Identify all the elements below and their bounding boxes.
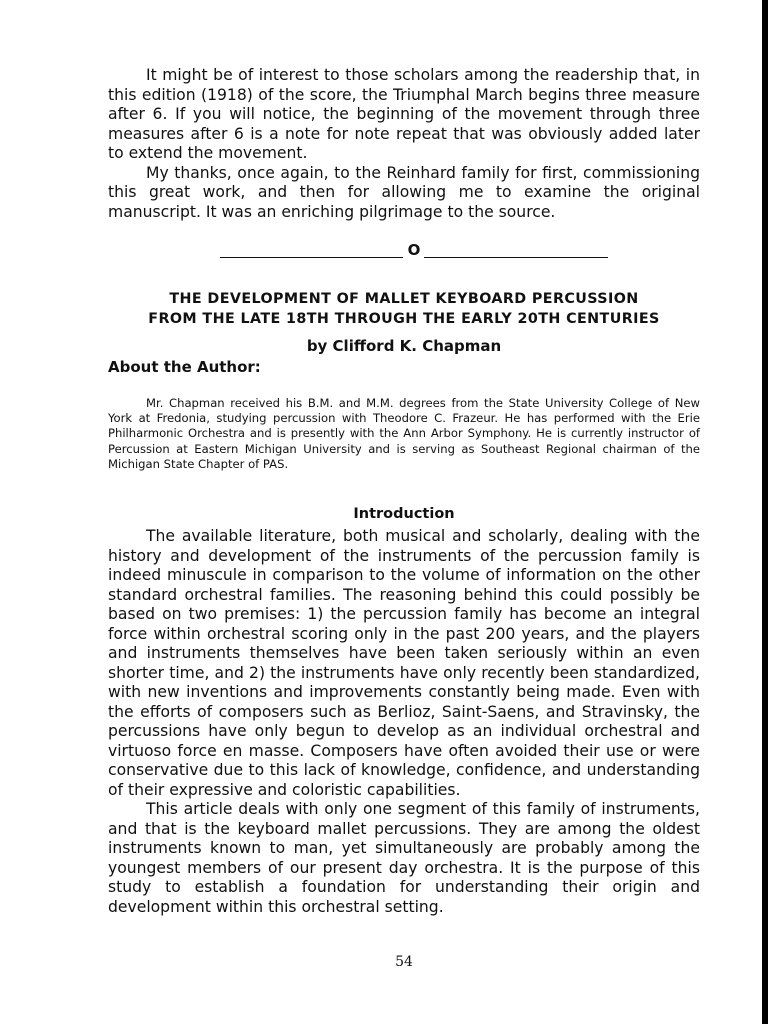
body-paragraph: The available literature, both musical and scholarly, dealing with the history and development of the instruments of the percussion family is indeed minuscule in comparison to the volume of information on the other standard orchestral families. The reasoning behind this could possibly be based on two premises: 1) the percussion family has become an integral force within orchestral scoring only in the past 200 years, and the players and instruments themselves have been taken seriously within an even shorter time, and 2) the instruments have only recently been standardized, with new inventions and improvements constantly being made. Even with the efforts of composers such as Berlioz, Saint-Saens, and Stravinsky, the percussions have only begun to develop as an individual orchestral and virtuoso force en masse. Composers have often avoided their use or were conservative due to this lack of knowledge, confidence, and understanding of their expressive and coloristic capabilities. xyxy=(108,527,700,799)
intro-section xyxy=(108,66,700,222)
divider-rule-right xyxy=(424,257,608,258)
about-author-heading: About the Author: xyxy=(108,358,261,376)
article-title-line-1: THE DEVELOPMENT OF MALLET KEYBOARD PERCUSSION xyxy=(169,291,639,307)
intro-paragraph: My thanks, once again, to the Reinhard family for first, commissioning this great work, and then for allowing me to examine the original manuscript. It was an enriching pilgrimage to the source. xyxy=(108,163,700,221)
article-title-line-2: FROM THE LATE 18TH THROUGH THE EARLY 20TH CENTURIES xyxy=(148,310,660,327)
page-edge xyxy=(762,0,768,1024)
section-divider xyxy=(220,240,608,262)
divider-mark: O xyxy=(407,241,421,259)
article-title xyxy=(108,290,700,329)
article-body xyxy=(108,527,700,917)
author-bio: Mr. Chapman received his B.M. and M.M. degrees from the State University College of New York at Fredonia, studying percussion with Theodore C. Frazeur. He has performed with the Erie Philharmonic Orchestra and is presently with the Ann Arbor Symphony. He is currently instructor of Percussion at Eastern Michigan University and is serving as Southeast Regional chairman of the Michigan State Chapter of PAS. xyxy=(108,396,700,471)
introduction-heading: Introduction xyxy=(353,506,455,522)
page-number: 54 xyxy=(395,954,413,970)
divider-rule-left xyxy=(220,257,403,258)
intro-paragraph: It might be of interest to those scholars among the readership that, in this edition (1918) of the score, the Triumphal March begins three measure after 6. If you will notice, the beginning of the movement through three measures after 6 is a note for note repeat that was obviously added later to extend the movement. xyxy=(108,66,700,162)
article-byline: by Clifford K. Chapman xyxy=(306,337,502,355)
body-paragraph: This article deals with only one segment of this family of instruments, and that is the keyboard mallet percussions. They are among the oldest instruments known to man, yet simultaneously are probably among the youngest members of our present day orchestra. It is the purpose of this study to establish a foundation for understanding their origin and development within this orchestral setting. xyxy=(108,800,700,916)
